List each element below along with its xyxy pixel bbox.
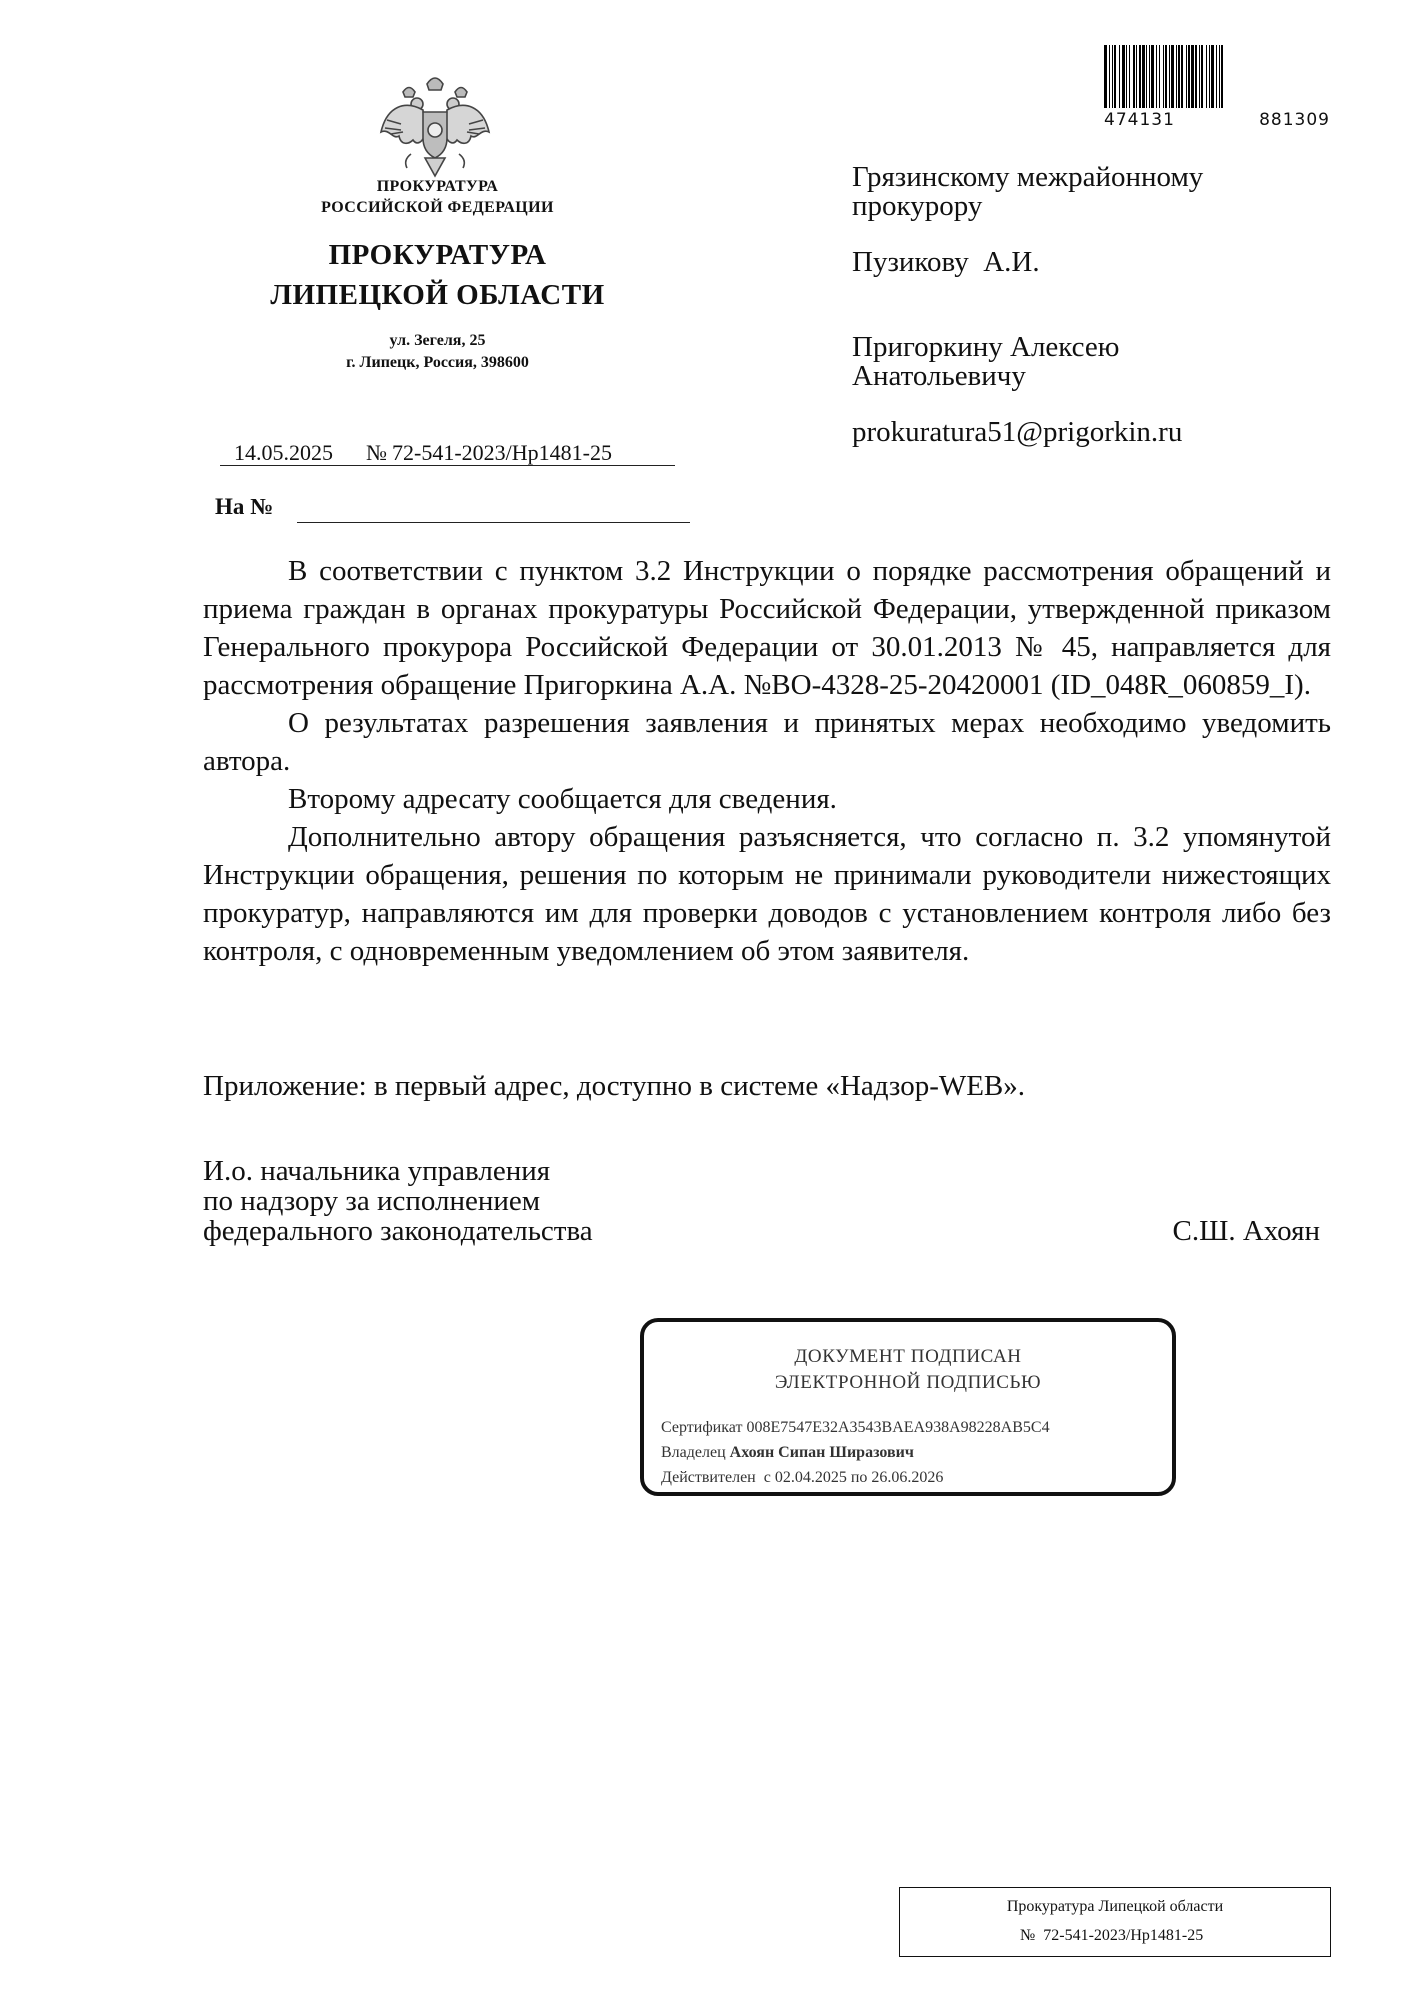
outgoing-reference	[220, 436, 675, 470]
barcode-digits	[1104, 110, 1330, 130]
registration-org: Прокуратура Липецкой области	[1006, 1898, 1224, 1915]
certificate-label: Сертификат	[661, 1419, 743, 1436]
attachment-note: Приложение: в первый адрес, доступно в системе «Надзор-WEB».	[203, 1070, 1026, 1102]
org-top-line2: РОССИЙСКОЙ ФЕДЕРАЦИИ	[321, 199, 554, 216]
barcode-left-digits: 474131	[1104, 110, 1175, 130]
body-paragraph-2: О результатах разрешения заявления и принятых мерах необходимо уведомить автора.	[203, 707, 1331, 777]
org-address	[210, 330, 665, 374]
stamp-heading-line2: ЭЛЕКТРОННОЙ ПОДПИСЬЮ	[774, 1372, 1042, 1393]
certificate-value: 008E7547E32A3543BAEA938A98228AB5C4	[746, 1419, 1050, 1436]
body-paragraph-3: Второму адресату сообщается для сведения.	[288, 783, 837, 815]
outgoing-number-sign: №	[366, 440, 387, 465]
stamp-heading-line1: ДОКУМЕНТ ПОДПИСАН	[794, 1346, 1022, 1367]
signatory-title-line1: И.о. начальника управления	[203, 1155, 551, 1187]
stamp-validity-row	[661, 1465, 1050, 1490]
e-signature-stamp	[640, 1318, 1176, 1496]
barcode-bars	[1104, 45, 1330, 108]
signatory-title-line2: по надзору за исполнением	[203, 1185, 541, 1217]
recipient1-line2: прокурору	[852, 190, 983, 222]
body-paragraph-4: Дополнительно автору обращения разъясняется, что согласно п. 3.2 упомянутой Инструкции обращения, решения по которым не принимали руководители нижестоящих прокуратур, направляются им для проверки доводов с установлением контроля либо без контроля, с одновременным уведомлением об этом заявителя.	[203, 821, 1331, 967]
reply-to-reference	[215, 492, 695, 528]
outgoing-number: 72-541-2023/Нр1481-25	[392, 440, 612, 465]
reply-to-underline	[297, 522, 690, 523]
address-line1: ул. Зегеля, 25	[389, 332, 486, 349]
recipient1-position	[852, 163, 1322, 221]
outgoing-date: 14.05.2025	[234, 440, 333, 465]
owner-label: Владелец	[661, 1444, 726, 1461]
body-paragraph-1: В соответствии с пунктом 3.2 Инструкции о порядке рассмотрения обращений и приема граждан в органах прокуратуры Российской Федерации, утвержденной приказом Генерального прокурора Российской Федерации от 30.01.2013 № 45, направляется для рассмотрения обращение Пригоркина А.А. №ВО-4328-25-20420001 (ID_048R_060859_I).	[203, 555, 1331, 701]
registration-number: № 72-541-2023/Нр1481-25	[1020, 1927, 1204, 1944]
addressees	[852, 163, 1322, 447]
recipient1-line1: Грязинскому межрайонному	[852, 161, 1204, 193]
org-main-line2: ЛИПЕЦКОЙ ОБЛАСТИ	[270, 279, 605, 311]
org-top-line1: ПРОКУРАТУРА	[376, 178, 499, 195]
reply-to-label: На №	[215, 494, 274, 519]
registration-box	[899, 1887, 1331, 1957]
recipient2-line1: Пригоркину Алексею	[852, 331, 1120, 363]
coat-of-arms-icon	[375, 70, 495, 182]
owner-value: Ахоян Сипан Ширазович	[729, 1444, 914, 1461]
barcode-right-digits: 881309	[1259, 110, 1330, 130]
org-top-title	[210, 176, 665, 218]
valid-from-date: 02.04.2025	[774, 1469, 847, 1486]
stamp-heading	[644, 1344, 1172, 1396]
stamp-details	[661, 1415, 1050, 1490]
org-main-line1: ПРОКУРАТУРА	[328, 239, 547, 271]
barcode	[1104, 45, 1330, 135]
valid-to-date: 26.06.2026	[871, 1469, 944, 1486]
org-main-title	[210, 235, 665, 315]
recipient2-email: prokuratura51@prigorkin.ru	[852, 416, 1183, 448]
signatory-title-line3: федерального законодательства	[203, 1215, 593, 1247]
barcode-bar	[1223, 45, 1226, 108]
valid-to-label: по	[850, 1469, 868, 1486]
stamp-certificate-row	[661, 1415, 1050, 1440]
address-line2: г. Липецк, Россия, 398600	[346, 354, 529, 371]
valid-from-label: Действителен с	[661, 1469, 771, 1486]
stamp-owner-row	[661, 1440, 1050, 1465]
letter-body	[203, 552, 1331, 970]
recipient2-name	[852, 333, 1322, 391]
recipient1-name: Пузикову А.И.	[852, 246, 1040, 278]
signatory-title	[203, 1156, 803, 1246]
signatory-name: С.Ш. Ахоян	[1172, 1215, 1320, 1247]
recipient2-line2: Анатольевичу	[852, 360, 1026, 392]
